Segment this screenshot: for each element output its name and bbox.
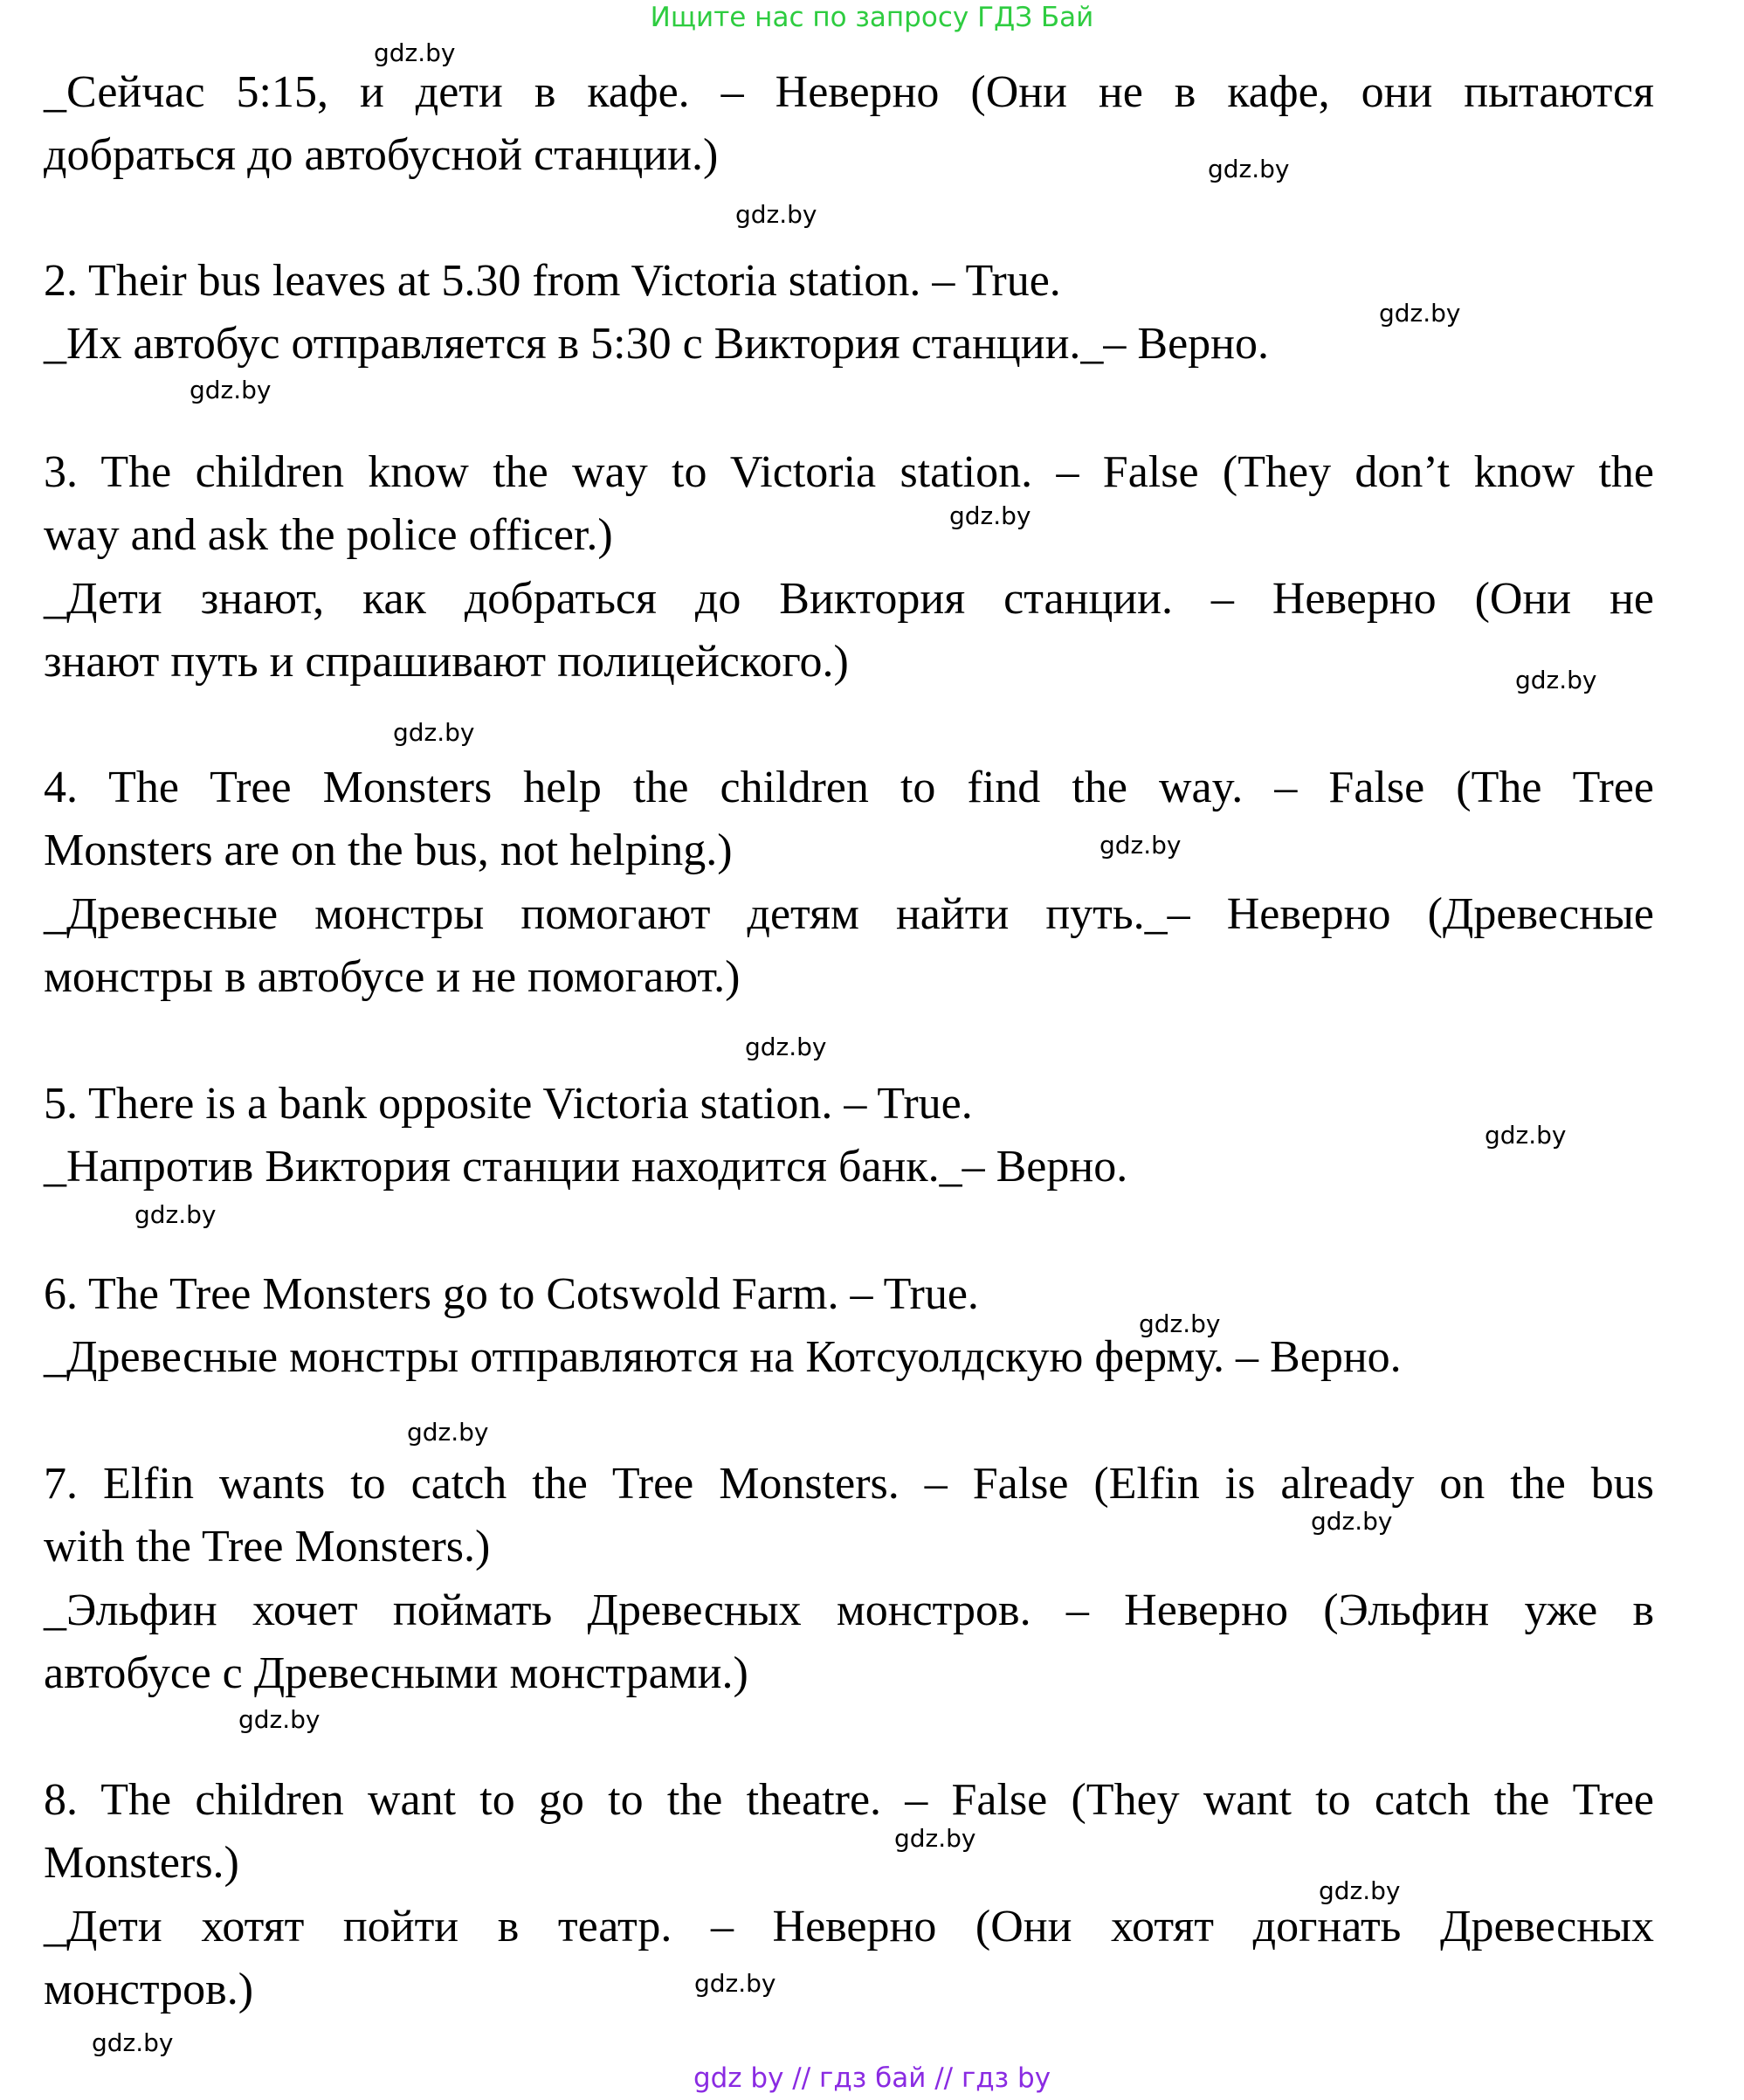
answer-line: монстров.) xyxy=(44,1965,254,2014)
watermark: gdz.by xyxy=(694,1969,776,1998)
watermark: gdz.by xyxy=(1485,1121,1567,1150)
answer-line: 4. The Tree Monsters help the children to find the way. – False (The Tree xyxy=(44,763,1654,812)
watermark: gdz.by xyxy=(407,1418,489,1447)
answer-line: 3. The children know the way to Victoria station. – False (They don’t know the xyxy=(44,447,1654,497)
answer-line: знают путь и спрашивают полицейского.) xyxy=(44,637,849,687)
answer-line: 2. Their bus leaves at 5.30 from Victoria station. – True. xyxy=(44,256,1061,306)
watermark: gdz.by xyxy=(238,1705,321,1734)
watermark: gdz.by xyxy=(190,376,272,404)
answer-line: _Сейчас 5:15, и дети в кафе. – Неверно (Они не в кафе, они пытаются xyxy=(44,67,1654,117)
answer-line: _Дети знают, как добраться до Виктория станции. – Неверно (Они не xyxy=(44,574,1654,624)
answer-line: 5. There is a bank opposite Victoria station. – True. xyxy=(44,1079,973,1129)
watermark: gdz.by xyxy=(1515,666,1597,694)
watermark: gdz.by xyxy=(1311,1507,1393,1536)
answer-line: _Древесные монстры отправляются на Котсуолдскую ферму. – Верно. xyxy=(44,1332,1402,1382)
answer-line: way and ask the police officer.) xyxy=(44,510,613,560)
answer-line: _Напротив Виктория станции находится банк._– Верно. xyxy=(44,1142,1128,1192)
answer-line: монстры в автобусе и не помогают.) xyxy=(44,952,741,1002)
search-hint-banner: Ищите нас по запросу ГДЗ Бай xyxy=(650,2,1094,33)
answer-line: with the Tree Monsters.) xyxy=(44,1522,491,1572)
answer-line: _Эльфин хочет поймать Древесных монстров. – Неверно (Эльфин уже в xyxy=(44,1585,1654,1635)
watermark: gdz.by xyxy=(1208,155,1290,183)
site-footer: gdz by // гдз бай // гдз by xyxy=(693,2062,1051,2094)
watermark: gdz.by xyxy=(949,501,1031,530)
answer-line: _Их автобус отправляется в 5:30 с Виктория станции._– Верно. xyxy=(44,319,1269,369)
watermark: gdz.by xyxy=(894,1824,976,1853)
watermark: gdz.by xyxy=(745,1033,827,1061)
watermark: gdz.by xyxy=(1139,1309,1221,1338)
watermark: gdz.by xyxy=(1319,1876,1401,1905)
answer-line: 7. Elfin wants to catch the Tree Monsters. – False (Elfin is already on the bus xyxy=(44,1459,1654,1509)
answer-line: 8. The children want to go to the theatre. – False (They want to catch the Tree xyxy=(44,1775,1654,1825)
answer-line: 6. The Tree Monsters go to Cotswold Farm. – True. xyxy=(44,1269,979,1319)
watermark: gdz.by xyxy=(1099,831,1182,860)
answer-line: добраться до автобусной станции.) xyxy=(44,130,719,180)
answer-line: автобусе с Древесными монстрами.) xyxy=(44,1648,748,1698)
watermark: gdz.by xyxy=(1379,299,1461,328)
answer-line: _Древесные монстры помогают детям найти путь._– Неверно (Древесные xyxy=(44,889,1654,939)
answer-line: _Дети хотят пойти в театр. – Неверно (Они хотят догнать Древесных xyxy=(44,1902,1654,1951)
answer-line: Monsters are on the bus, not helping.) xyxy=(44,825,733,875)
watermark: gdz.by xyxy=(735,200,817,229)
watermark: gdz.by xyxy=(92,2028,174,2057)
watermark: gdz.by xyxy=(374,38,456,67)
watermark: gdz.by xyxy=(393,718,475,747)
watermark: gdz.by xyxy=(134,1200,217,1229)
answer-line: Monsters.) xyxy=(44,1838,239,1888)
